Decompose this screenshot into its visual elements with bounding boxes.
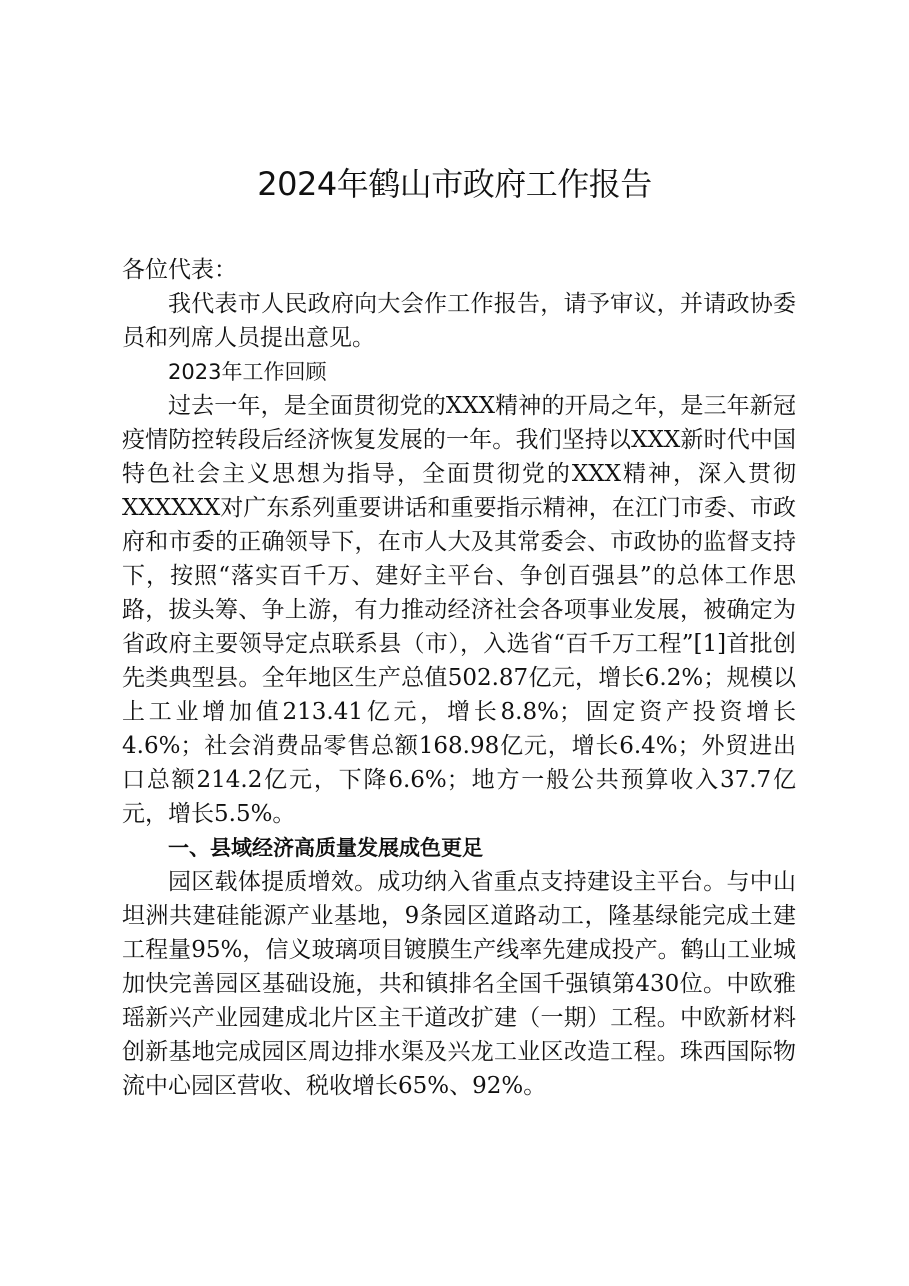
intro-paragraph: 我代表市人民政府向大会作工作报告，请予审议，并请政协委员和列席人员提出意见。 — [122, 291, 796, 351]
review-heading: 2023年工作回顾 — [168, 360, 327, 384]
review-paragraph: 过去一年，是全面贯彻党的XXX精神的开局之年，是三年新冠疫情防控转段后经济恢复发展的一年。我们坚持以XXX新时代中国特色社会主义思想为指导，全面贯彻党的XXX精神，深入贯彻XXXXXX对广东系列重要讲话和重要指示精神，在江门市委、市政府和市委的正确领导下，在市人大及其常委会、市政协的监督支持下，按照“落实百千万、建好主平台、争创百强县”的总体工作思路，拔头筹、争上游，有力推动经济社会各项事业发展，被确定为省政府主要领导定点联系县（市），入选省“百千万工程”[1]首批创先类典型县。全年地区生产总值502.87亿元，增长6.2%；规模以上工业增加值213.41亿元，增长8.8%；固定资产投资增长4.6%；社会消费品零售总额168.98亿元，增长6.4%；外贸进出口总额214.2亿元，下降6.6%；地方一般公共预算收入37.7亿元，增长5.5%。 — [122, 393, 796, 827]
document-body — [122, 253, 796, 1103]
salutation: 各位代表： — [122, 257, 237, 283]
section-heading: 一、县域经济高质量发展成色更足 — [168, 836, 483, 860]
section-paragraph: 园区载体提质增效。成功纳入省重点支持建设主平台。与中山坦洲共建硅能源产业基地，9条园区道路动工，隆基绿能完成土建工程量95%，信义玻璃项目镀膜生产线率先建成投产。鹤山工业城加快完善园区基础设施，共和镇排名全国千强镇第430位。中欧雅瑶新兴产业园建成北片区主干道改扩建（一期）工程。中欧新材料创新基地完成园区周边排水渠及兴龙工业区改造工程。珠西国际物流中心园区营收、税收增长65%、92%。 — [122, 869, 796, 1099]
document-title: 2024年鹤山市政府工作报告 — [257, 165, 652, 203]
